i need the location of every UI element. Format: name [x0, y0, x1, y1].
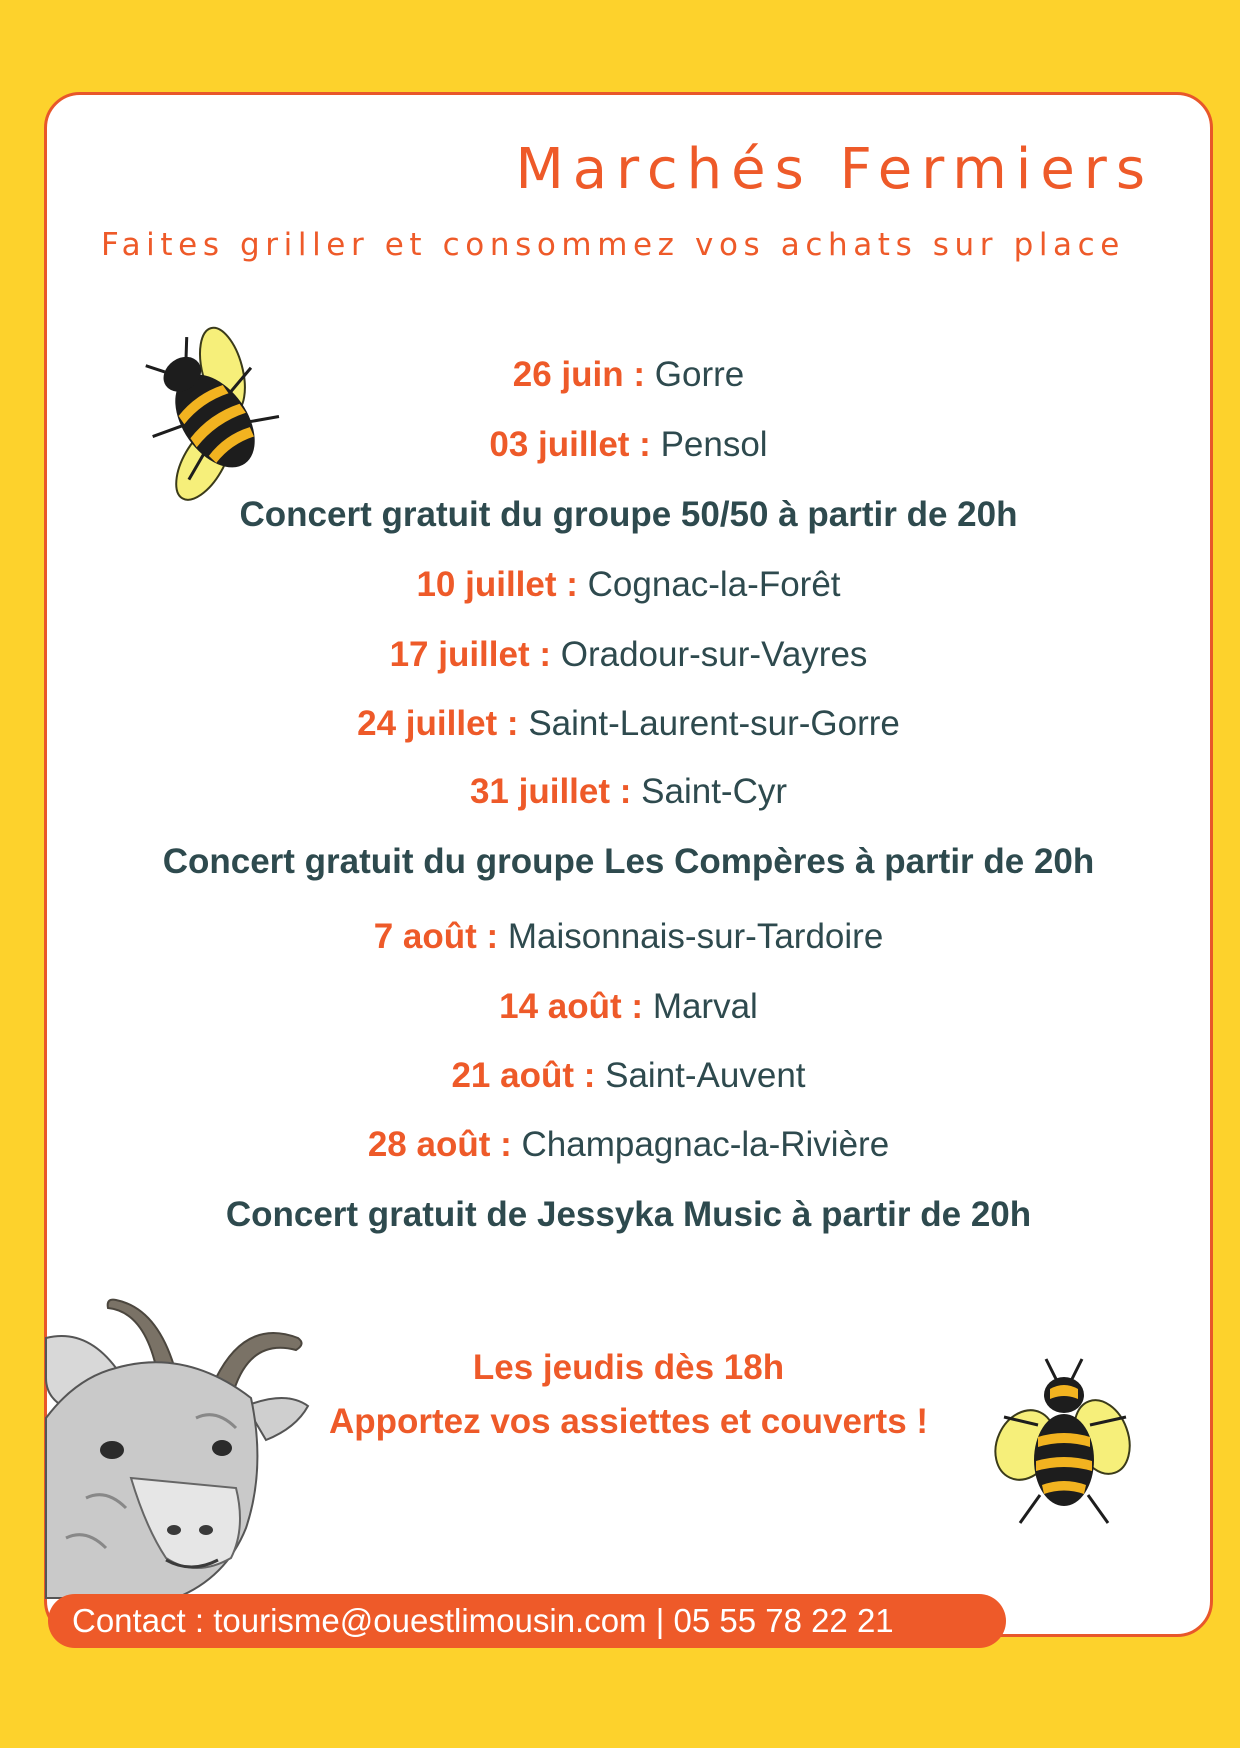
schedule-date: 24 juillet : — [357, 704, 519, 743]
schedule-item — [47, 704, 1210, 744]
info-schedule: Les jeudis dès 18h — [472, 1348, 785, 1387]
goat-illustration — [46, 1298, 346, 1598]
bee-illustration — [130, 336, 300, 506]
concert-note: Concert gratuit de Jessyka Music à partir de 20h — [225, 1195, 1032, 1234]
schedule-item — [47, 565, 1210, 605]
schedule-date: 03 juillet : — [489, 425, 651, 464]
schedule-date: 7 août : — [373, 917, 499, 956]
schedule-date: 10 juillet : — [416, 565, 578, 604]
schedule-place: Cognac-la-Forêt — [587, 565, 841, 604]
schedule-place: Saint-Cyr — [641, 772, 788, 811]
page-title: Marchés Fermiers — [515, 137, 1154, 202]
schedule-date: 28 août : — [367, 1125, 512, 1164]
schedule-item — [47, 917, 1210, 957]
schedule-date: 31 juillet : — [469, 772, 632, 811]
schedule-item — [47, 987, 1210, 1027]
info-reminder: Apportez vos assiettes et couverts ! — [328, 1402, 929, 1441]
bee-illustration — [990, 1355, 1140, 1535]
schedule-place: Maisonnais-sur-Tardoire — [507, 917, 884, 956]
schedule-item — [47, 772, 1210, 812]
schedule-place: Saint-Auvent — [605, 1056, 806, 1095]
schedule-date: 26 juin : — [512, 355, 646, 394]
schedule-date: 21 août : — [451, 1056, 596, 1095]
schedule-place: Pensol — [660, 425, 768, 464]
schedule-place: Champagnac-la-Rivière — [521, 1125, 890, 1164]
concert-note: Concert gratuit du groupe Les Compères à partir de 20h — [162, 842, 1095, 881]
concert-note: Concert gratuit du groupe 50/50 à partir de 20h — [239, 495, 1018, 534]
schedule-date: 17 juillet : — [389, 635, 552, 674]
page-subtitle: Faites griller et consommez vos achats sur place — [101, 227, 1125, 263]
schedule-item — [47, 1056, 1210, 1096]
schedule-place: Oradour-sur-Vayres — [560, 635, 868, 674]
schedule-date: 14 août : — [499, 987, 644, 1026]
contact-banner: Contact : tourisme@ouestlimousin.com | 05 55 78 22 21 — [48, 1594, 1006, 1648]
schedule-place: Gorre — [654, 355, 745, 394]
schedule-place: Marval — [652, 987, 758, 1026]
schedule-item — [47, 1125, 1210, 1165]
schedule-place: Saint-Laurent-sur-Gorre — [528, 704, 900, 743]
schedule-item — [47, 635, 1210, 675]
